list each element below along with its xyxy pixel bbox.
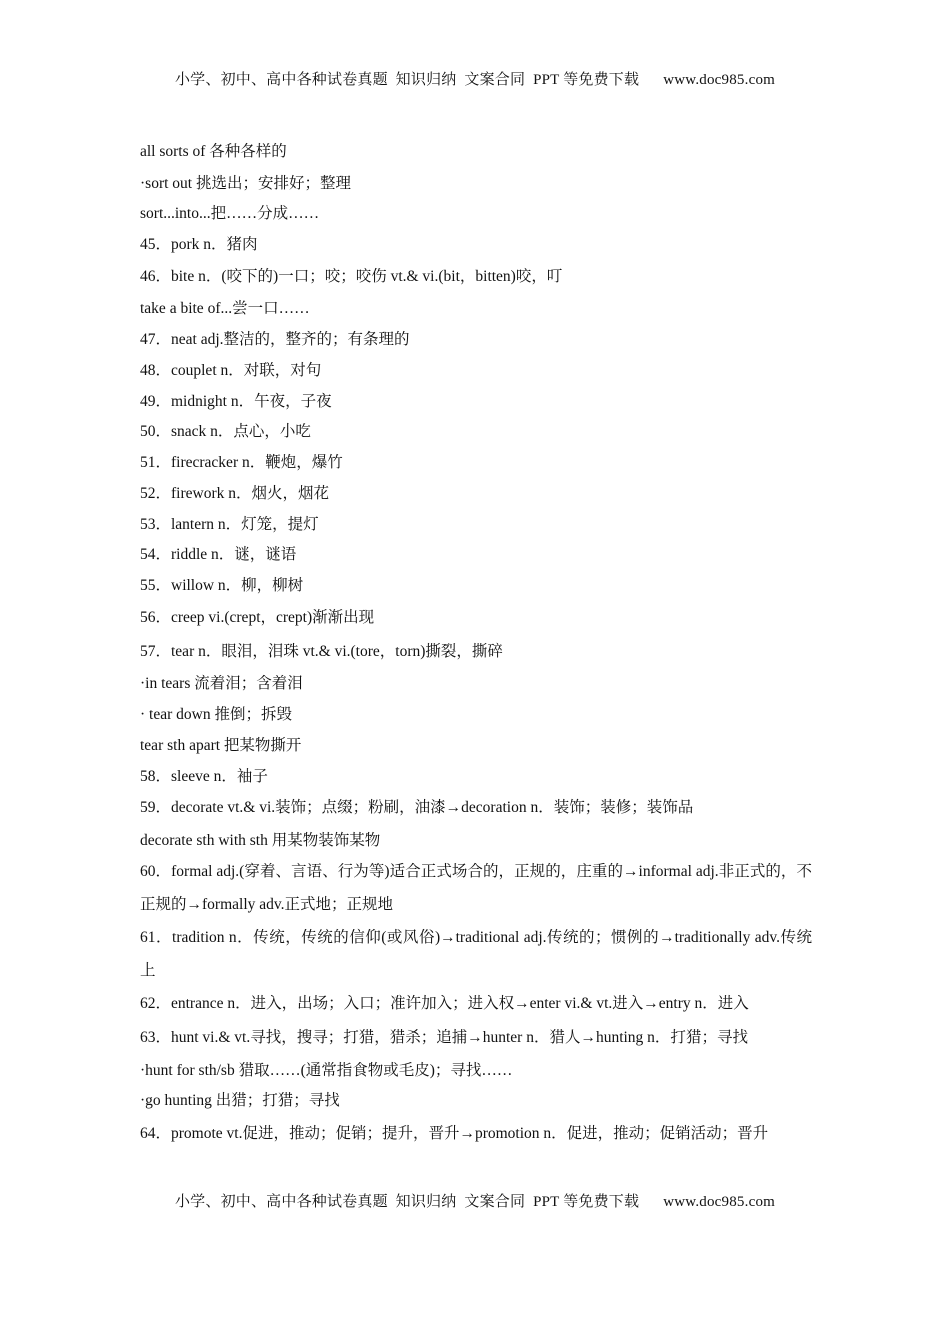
entry-line: tear sth apart 把某物撕开 xyxy=(140,737,302,754)
footer-url[interactable]: www.doc985.com xyxy=(663,1194,776,1210)
header-url[interactable]: www.doc985.com xyxy=(663,72,776,88)
entry-line: 49．midnight n．午夜，子夜 xyxy=(140,393,332,410)
entry-line: decorate sth with sth 用某物装饰某物 xyxy=(140,832,381,849)
entry-line: · tear down 推倒；拆毁 xyxy=(140,706,292,723)
entry-line: sort...into...把……分成…… xyxy=(140,205,320,222)
entry-line: 56．creep vi.(crept，crept)渐渐出现 xyxy=(140,609,375,626)
entry-line: 61．tradition n．传统，传统的信仰(或风俗)→traditional adj.传统的；惯例的→traditionally adv.传统上 xyxy=(140,929,812,979)
entry-line: 52．firework n．烟火，烟花 xyxy=(140,485,329,502)
entry-line: 51．firecracker n．鞭炮，爆竹 xyxy=(140,454,343,471)
entry-line: 55．willow n．柳，柳树 xyxy=(140,577,304,594)
page-header xyxy=(0,68,950,89)
entry-line: 58．sleeve n．袖子 xyxy=(140,768,268,785)
entry-line: ·in tears 流着泪；含着泪 xyxy=(140,675,303,692)
entry-line: ·sort out 挑选出；安排好；整理 xyxy=(140,175,351,192)
page-footer xyxy=(0,1190,950,1211)
entry-line: ·hunt for sth/sb 猎取……(通常指食物或毛皮)；寻找…… xyxy=(140,1062,513,1079)
entry-line: 50．snack n．点心，小吃 xyxy=(140,423,311,440)
entry-line: 60．formal adj.(穿着、言语、行为等)适合正式场合的，正规的，庄重的→informal adj.非正式的，不正规的→formally adv.正式地；正规地 xyxy=(140,863,812,913)
entry-line: 57．tear n．眼泪，泪珠 vt.& vi.(tore，torn)撕裂，撕碎 xyxy=(140,643,503,660)
entry-line: 54．riddle n．谜，谜语 xyxy=(140,546,297,563)
header-text: 小学、初中、高中各种试卷真题 知识归纳 文案合同 PPT 等免费下载 xyxy=(174,72,640,88)
entry-line: 47．neat adj.整洁的，整齐的；有条理的 xyxy=(140,331,410,348)
entry-line: 62．entrance n．进入，出场；入口；准许加入；进入权→enter vi.& vt.进入→entry n．进入 xyxy=(140,995,749,1012)
entry-line: ·go hunting 出猎；打猎；寻找 xyxy=(140,1092,340,1109)
entry-line: 64．promote vt.促进，推动；促销；提升，晋升→promotion n．促进，推动；促销活动；晋升 xyxy=(140,1125,769,1142)
entry-line: 59．decorate vt.& vi.装饰；点缀；粉刷，油漆→decoration n．装饰；装修；装饰品 xyxy=(140,799,694,816)
entry-line: 46．bite n．(咬下的)一口；咬；咬伤 vt.& vi.(bit，bitten)咬，叮 xyxy=(140,268,563,285)
entry-line: 45．pork n．猪肉 xyxy=(140,236,258,253)
entry-line: 53．lantern n．灯笼，提灯 xyxy=(140,516,319,533)
entry-line: take a bite of...尝一口…… xyxy=(140,300,310,317)
entry-line: all sorts of 各种各样的 xyxy=(140,143,287,160)
entry-line: 63．hunt vi.& vt.寻找，搜寻；打猎，猎杀；追捕→hunter n．猎人→hunting n．打猎；寻找 xyxy=(140,1029,748,1046)
entry-line: 48．couplet n．对联，对句 xyxy=(140,362,322,379)
footer-text: 小学、初中、高中各种试卷真题 知识归纳 文案合同 PPT 等免费下载 xyxy=(174,1194,640,1210)
